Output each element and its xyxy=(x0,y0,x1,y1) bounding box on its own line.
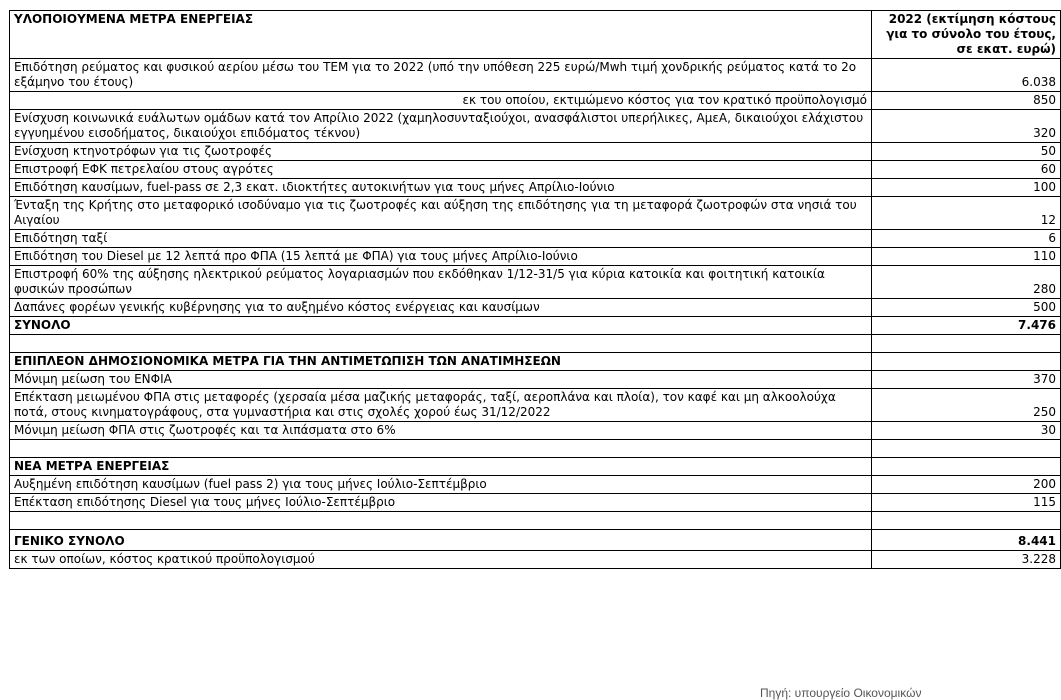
section-value xyxy=(872,353,1061,371)
table-row xyxy=(10,266,1061,299)
table-header-row xyxy=(10,11,1061,59)
row-value: 12 xyxy=(872,197,1061,230)
section-title: ΝΕΑ ΜΕΤΡΑ ΕΝΕΡΓΕΙΑΣ xyxy=(10,458,872,476)
grand-total-label: ΓΕΝΙΚΟ ΣΥΝΟΛΟ xyxy=(10,530,872,551)
spacer-cell xyxy=(10,440,872,458)
spacer-row xyxy=(10,335,1061,353)
spacer-row xyxy=(10,440,1061,458)
row-label: Επέκταση μειωμένου ΦΠΑ στις μεταφορές (χερσαία μέσα μαζικής μεταφοράς, ταξί, αεροπλάνα και πλοία), τον καφέ και μη αλκοολούχα ποτά, στους κινηματογράφους, στα γυμναστήρια και στις σχολές χορού έως 31/12/2022 xyxy=(10,389,872,422)
row-value: 30 xyxy=(872,422,1061,440)
table-row xyxy=(10,197,1061,230)
row-label: Επέκταση επιδότησης Diesel για τους μήνες Ιούλιο-Σεπτέμβριο xyxy=(10,494,872,512)
table-row xyxy=(10,110,1061,143)
row-label: εκ των οποίων, κόστος κρατικού προϋπολογισμού xyxy=(10,551,872,569)
table-row xyxy=(10,422,1061,440)
row-value: 50 xyxy=(872,143,1061,161)
header-cost-column: 2022 (εκτίμηση κόστους για το σύνολο του έτους, σε εκατ. ευρώ) xyxy=(872,11,1061,59)
row-value: 100 xyxy=(872,179,1061,197)
spacer-cell xyxy=(872,512,1061,530)
row-label: Αυξημένη επιδότηση καυσίμων (fuel pass 2) για τους μήνες Ιούλιο-Σεπτέμβριο xyxy=(10,476,872,494)
section-value xyxy=(872,458,1061,476)
row-label: Μόνιμη μείωση ΦΠΑ στις ζωοτροφές και τα λιπάσματα στο 6% xyxy=(10,422,872,440)
table-row xyxy=(10,143,1061,161)
total-value: 7.476 xyxy=(872,317,1061,335)
row-label: Επιδότηση ταξί xyxy=(10,230,872,248)
row-label: Επιστροφή 60% της αύξησης ηλεκτρικού ρεύματος λογαριασμών που εκδόθηκαν 1/12-31/5 για κύρια κατοικία και φοιτητική κατοικία φυσικών προσώπων xyxy=(10,266,872,299)
grand-total-row xyxy=(10,530,1061,551)
table-row xyxy=(10,494,1061,512)
table-row xyxy=(10,551,1061,569)
row-label: Επιδότηση του Diesel με 12 λεπτά προ ΦΠΑ (15 λεπτά με ΦΠΑ) για τους μήνες Απρίλιο-Ιούνιο xyxy=(10,248,872,266)
row-value: 115 xyxy=(872,494,1061,512)
spacer-cell xyxy=(10,335,872,353)
section-header-row xyxy=(10,458,1061,476)
table-row xyxy=(10,59,1061,92)
table-row xyxy=(10,299,1061,317)
row-value: 60 xyxy=(872,161,1061,179)
section-title: ΕΠΙΠΛΕΟΝ ΔΗΜΟΣΙΟΝΟΜΙΚΑ ΜΕΤΡΑ ΓΙΑ ΤΗΝ ΑΝΤΙΜΕΤΩΠΙΣΗ ΤΩΝ ΑΝΑΤΙΜΗΣΕΩΝ xyxy=(10,353,872,371)
total-label: ΣΥΝΟΛΟ xyxy=(10,317,872,335)
row-label: Μόνιμη μείωση του ΕΝΦΙΑ xyxy=(10,371,872,389)
row-label: Ενίσχυση κτηνοτρόφων για τις ζωοτροφές xyxy=(10,143,872,161)
row-label: Επιδότηση καυσίμων, fuel-pass σε 2,3 εκατ. ιδιοκτήτες αυτοκινήτων για τους μήνες Απρίλιο-Ιούνιο xyxy=(10,179,872,197)
row-label: Επιδότηση ρεύματος και φυσικού αερίου μέσω του ΤΕΜ για το 2022 (υπό την υπόθεση 225 ευρώ/Mwh τιμή χονδρικής ρεύματος κατά το 2ο εξάμηνο του έτους) xyxy=(10,59,872,92)
row-value: 500 xyxy=(872,299,1061,317)
row-value: 110 xyxy=(872,248,1061,266)
row-value: 850 xyxy=(872,92,1061,110)
table-row xyxy=(10,389,1061,422)
spacer-cell xyxy=(872,335,1061,353)
table-row xyxy=(10,248,1061,266)
spacer-row xyxy=(10,512,1061,530)
header-title: ΥΛΟΠΟΙΟΥΜΕΝΑ ΜΕΤΡΑ ΕΝΕΡΓΕΙΑΣ xyxy=(10,11,872,59)
table-row xyxy=(10,161,1061,179)
row-label: εκ του οποίου, εκτιμώμενο κόστος για τον κρατικό προϋπολογισμό xyxy=(10,92,872,110)
energy-measures-table xyxy=(9,10,1061,569)
table-row xyxy=(10,92,1061,110)
table-row xyxy=(10,179,1061,197)
grand-total-value: 8.441 xyxy=(872,530,1061,551)
row-value: 6.038 xyxy=(872,59,1061,92)
row-label: Ένταξη της Κρήτης στο μεταφορικό ισοδύναμο για τις ζωοτροφές και αύξηση της επιδότησης για τη μεταφορά ζωοτροφών στα νησιά του Αιγαίου xyxy=(10,197,872,230)
row-value: 3.228 xyxy=(872,551,1061,569)
row-label: Δαπάνες φορέων γενικής κυβέρνησης για το αυξημένο κόστος ενέργειας και καυσίμων xyxy=(10,299,872,317)
row-value: 250 xyxy=(872,389,1061,422)
table-row xyxy=(10,230,1061,248)
row-value: 280 xyxy=(872,266,1061,299)
row-label: Ενίσχυση κοινωνικά ευάλωτων ομάδων κατά τον Απρίλιο 2022 (χαμηλοσυνταξιούχοι, ανασφάλιστοι υπερήλικες, ΑμεΑ, δικαιούχοι ελάχιστου εγγυημένου εισοδήματος, δικαιούχοι επιδόματος τέκνου) xyxy=(10,110,872,143)
table-row xyxy=(10,476,1061,494)
spacer-cell xyxy=(872,440,1061,458)
row-label: Επιστροφή ΕΦΚ πετρελαίου στους αγρότες xyxy=(10,161,872,179)
section-header-row xyxy=(10,353,1061,371)
source-note: Πηγή: υπουργείο Οικονομικών xyxy=(760,686,922,700)
row-value: 370 xyxy=(872,371,1061,389)
row-value: 6 xyxy=(872,230,1061,248)
total-row xyxy=(10,317,1061,335)
spacer-cell xyxy=(10,512,872,530)
table-row xyxy=(10,371,1061,389)
row-value: 320 xyxy=(872,110,1061,143)
row-value: 200 xyxy=(872,476,1061,494)
